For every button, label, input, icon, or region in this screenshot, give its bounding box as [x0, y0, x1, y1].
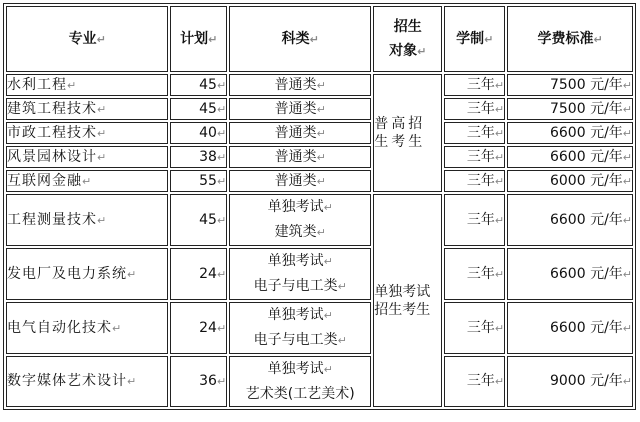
plan-cell: 24↵: [170, 302, 227, 354]
plan-cell: 45↵: [170, 98, 227, 120]
duration-cell: 三年↵: [444, 122, 505, 144]
fee-cell: 6600 元/年↵: [507, 194, 633, 246]
category-cell: 普通类↵: [229, 122, 371, 144]
table-row: [6, 98, 633, 120]
table-row: [6, 170, 633, 192]
major-cell: 互联网金融↵: [6, 170, 168, 192]
category-cell: 普通类↵: [229, 98, 371, 120]
fee-cell: 6600 元/年↵: [507, 248, 633, 300]
header-target: 招生 对象↵: [373, 6, 442, 72]
major-cell: 建筑工程技术↵: [6, 98, 168, 120]
major-cell: 风景园林设计↵: [6, 146, 168, 168]
category-cell: 普通类↵: [229, 74, 371, 96]
fee-cell: 6600 元/年↵: [507, 302, 633, 354]
duration-cell: 三年↵: [444, 356, 505, 407]
fee-cell: 7500 元/年↵: [507, 98, 633, 120]
fee-cell: 6000 元/年↵: [507, 170, 633, 192]
category-cell: 单独考试↵ 电子与电工类↵: [229, 248, 371, 300]
header-major: 专业↵: [6, 6, 168, 72]
category-cell: 普通类↵: [229, 170, 371, 192]
fee-cell: 6600 元/年↵: [507, 146, 633, 168]
plan-cell: 36↵: [170, 356, 227, 407]
duration-cell: 三年↵: [444, 194, 505, 246]
plan-cell: 45↵: [170, 74, 227, 96]
fee-cell: 7500 元/年↵: [507, 74, 633, 96]
duration-cell: 三年↵: [444, 98, 505, 120]
tuition-table: [3, 3, 636, 410]
major-cell: 市政工程技术↵: [6, 122, 168, 144]
major-cell: 工程测量技术↵: [6, 194, 168, 246]
header-plan: 计划↵: [170, 6, 227, 72]
target-cell-general: 普高招生考生: [373, 74, 442, 192]
plan-cell: 24↵: [170, 248, 227, 300]
fee-cell: 9000 元/年↵: [507, 356, 633, 407]
duration-cell: 三年↵: [444, 170, 505, 192]
major-cell: 数字媒体艺术设计↵: [6, 356, 168, 407]
duration-cell: 三年↵: [444, 74, 505, 96]
table-row: [6, 122, 633, 144]
fee-cell: 6600 元/年↵: [507, 122, 633, 144]
header-row: [6, 6, 633, 72]
duration-cell: 三年↵: [444, 146, 505, 168]
category-cell: 单独考试↵ 建筑类↵: [229, 194, 371, 246]
category-cell: 单独考试↵ 电子与电工类↵: [229, 302, 371, 354]
header-category: 科类↵: [229, 6, 371, 72]
duration-cell: 三年↵: [444, 248, 505, 300]
table-row: [6, 248, 633, 300]
duration-cell: 三年↵: [444, 302, 505, 354]
category-cell: 普通类↵: [229, 146, 371, 168]
plan-cell: 40↵: [170, 122, 227, 144]
table-row: [6, 194, 633, 246]
target-cell-separate: 单独考试招生考生: [373, 194, 442, 407]
header-duration: 学制↵: [444, 6, 505, 72]
table-row: [6, 146, 633, 168]
major-cell: 水利工程↵: [6, 74, 168, 96]
plan-cell: 45↵: [170, 194, 227, 246]
table-row: [6, 74, 633, 96]
table-row: [6, 356, 633, 407]
header-fee: 学费标准↵: [507, 6, 633, 72]
plan-cell: 55↵: [170, 170, 227, 192]
category-cell: 单独考试↵ 艺术类(工艺美术): [229, 356, 371, 407]
major-cell: 发电厂及电力系统↵: [6, 248, 168, 300]
major-cell: 电气自动化技术↵: [6, 302, 168, 354]
plan-cell: 38↵: [170, 146, 227, 168]
table-row: [6, 302, 633, 354]
